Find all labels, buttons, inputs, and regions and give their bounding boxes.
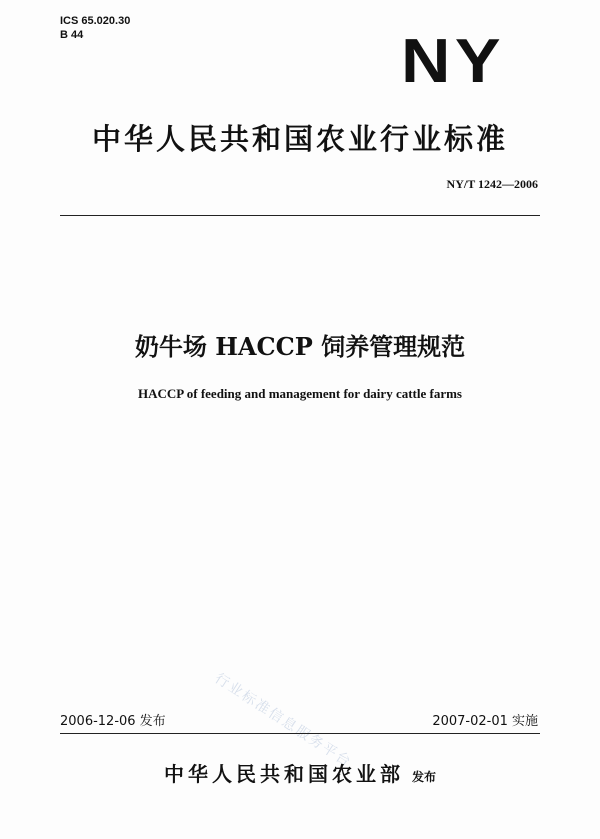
implementation-date: 2007-02-01 实施 xyxy=(432,714,538,729)
authority-title: 中华人民共和国农业行业标准 xyxy=(91,122,508,156)
bottom-divider xyxy=(60,733,540,734)
ccs-code: B 44 xyxy=(60,29,84,41)
title-chinese: 奶牛场 HACCP 饲养管理规范 xyxy=(134,332,466,361)
ny-logo-text: NY xyxy=(401,30,505,90)
watermark: 行业标准信息服务平台 xyxy=(211,670,355,772)
publisher-line xyxy=(0,758,600,787)
ny-logo xyxy=(398,30,508,90)
ics-code: ICS 65.020.30 xyxy=(60,15,131,27)
issue-date: 2006-12-06 发布 xyxy=(60,714,166,729)
publisher-name: 中华人民共和国农业部 xyxy=(163,762,404,786)
title-english: HACCP of feeding and management for dairy cattle farms xyxy=(138,386,462,401)
standard-number: NY/T 1242—2006 xyxy=(446,177,538,191)
classification-codes xyxy=(60,14,130,42)
publisher-suffix: 发布 xyxy=(411,770,436,784)
top-divider xyxy=(60,215,540,216)
